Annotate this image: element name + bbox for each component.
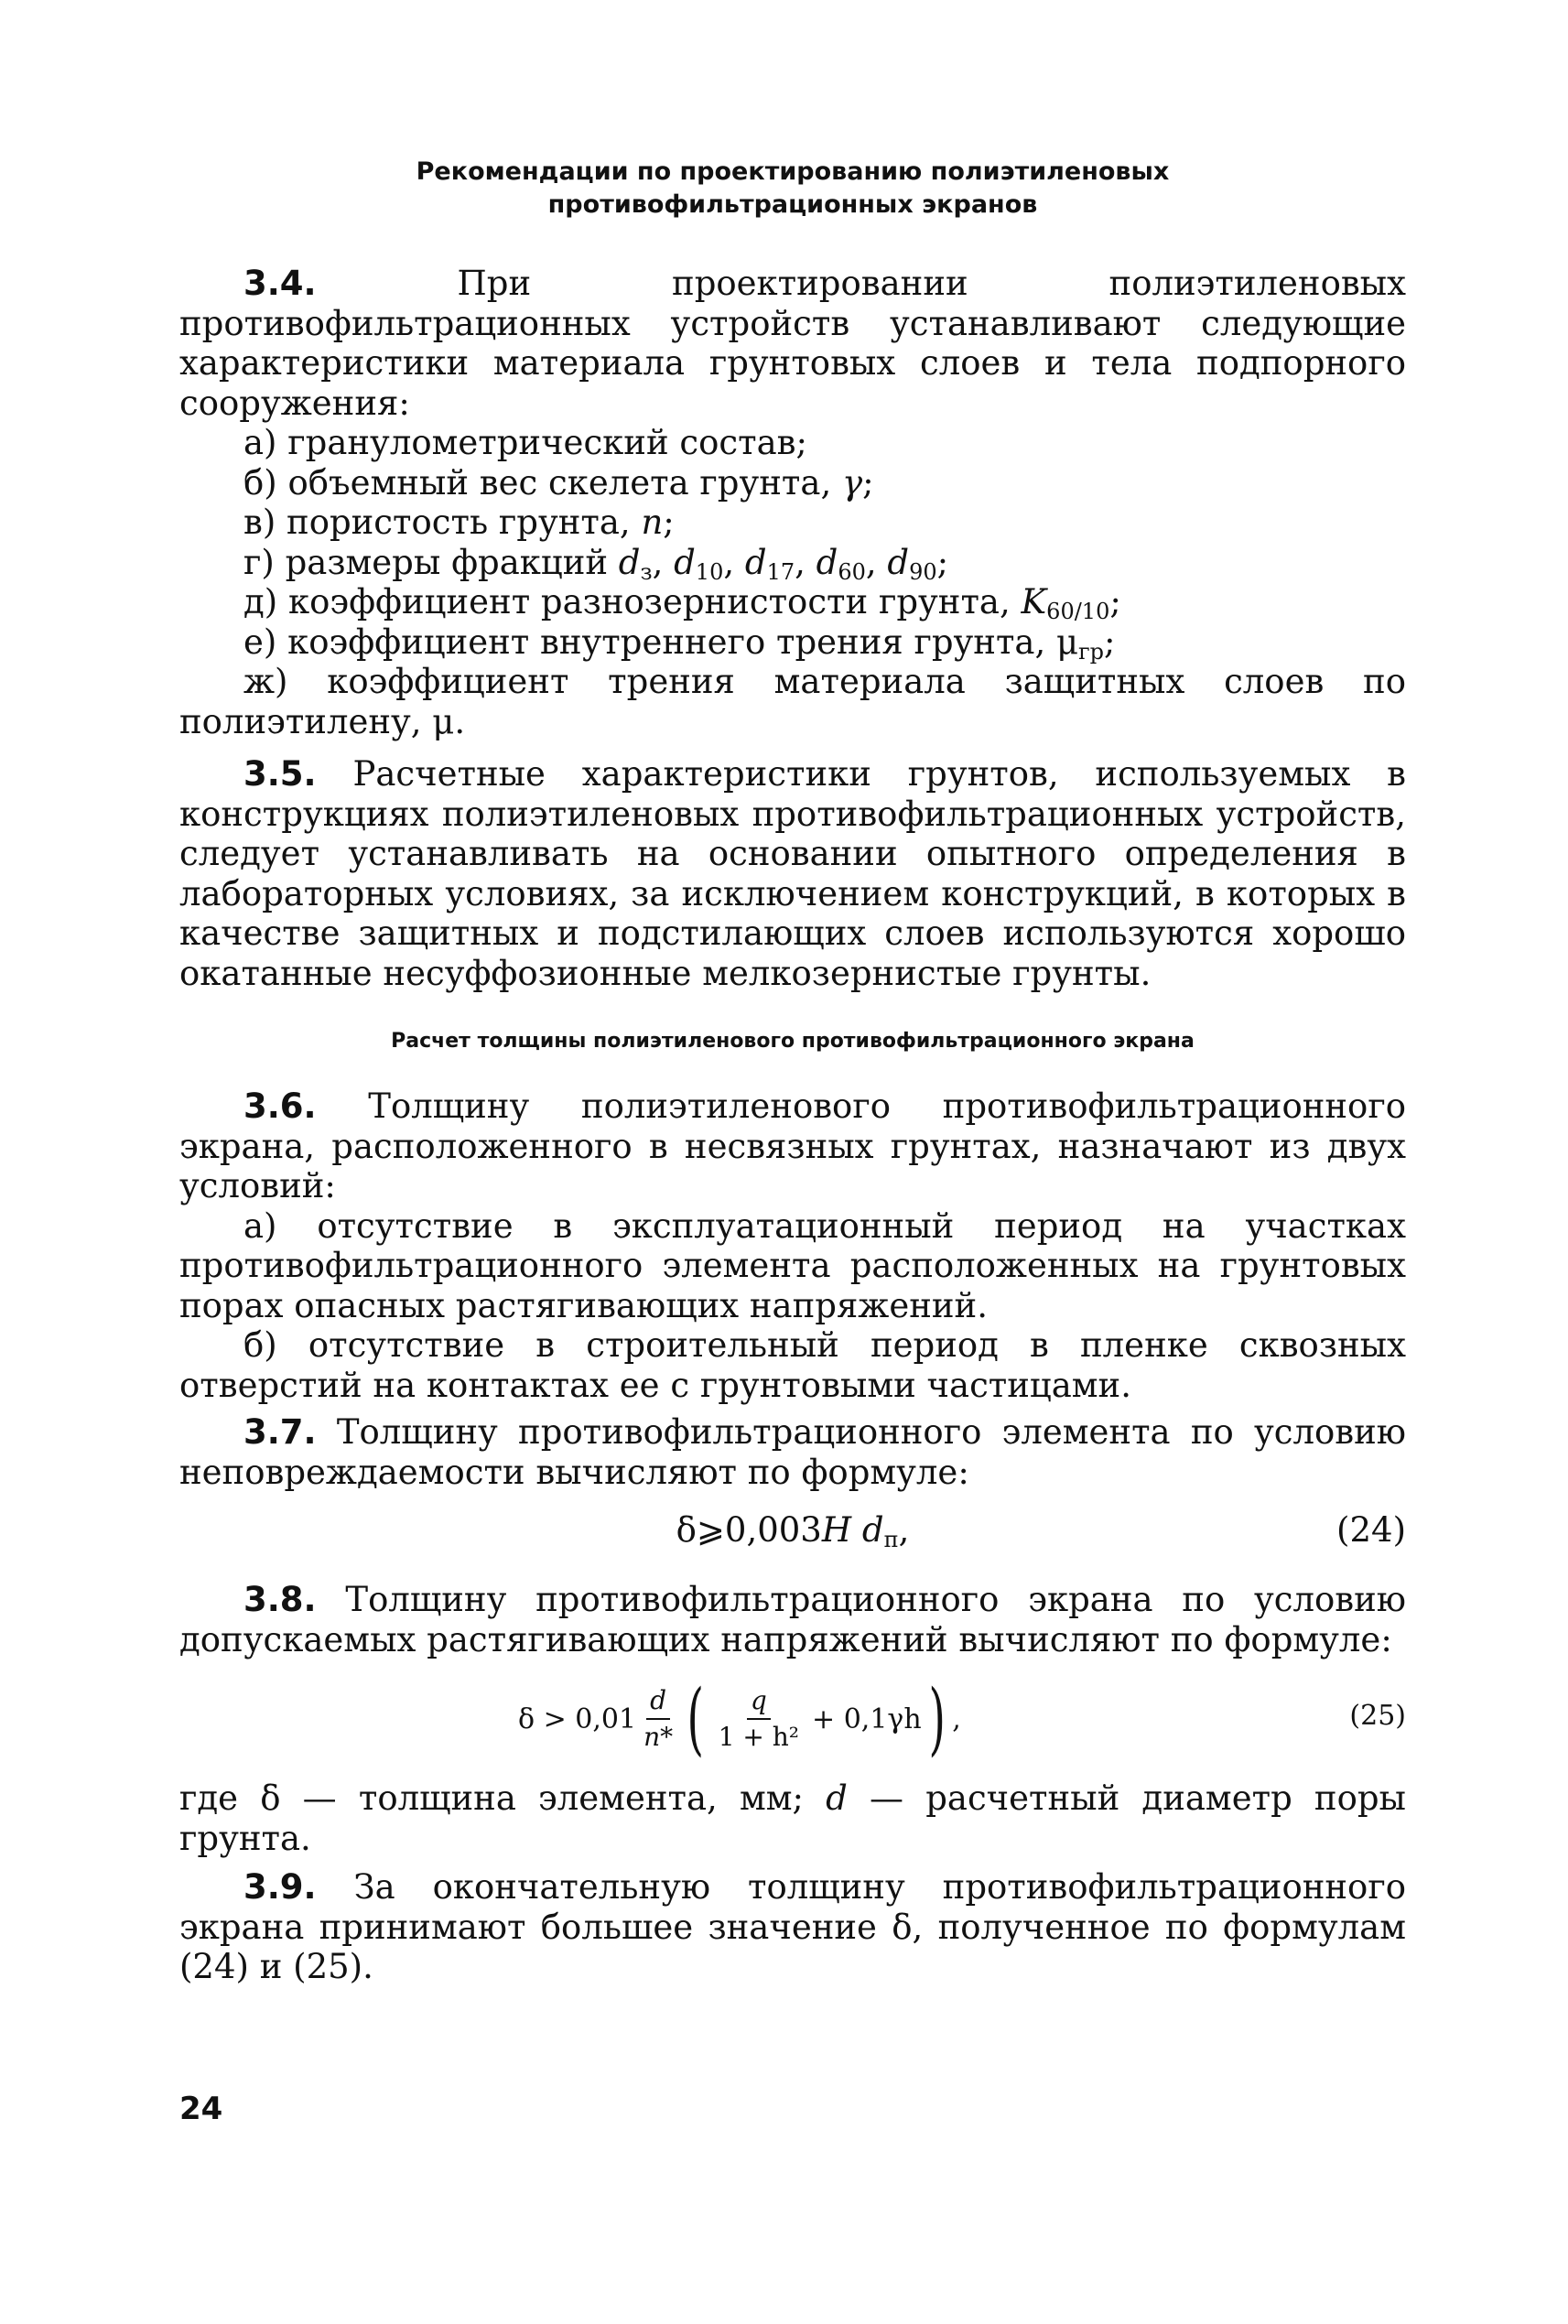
clause-number: 3.5.: [243, 754, 317, 794]
symbol: d: [887, 542, 910, 582]
paragraph-3-7: [179, 1412, 1406, 1492]
subscript: 17: [766, 558, 795, 585]
formula-lhs: δ⩾0,003: [676, 1510, 822, 1550]
symbol: d: [618, 542, 641, 582]
equation-number: (24): [1336, 1510, 1406, 1550]
list-item-text: г) размеры фракций: [243, 542, 619, 582]
fraction-denominator: n*: [643, 1722, 674, 1752]
fraction-numerator: d: [646, 1685, 670, 1720]
fraction-d-over-n: [640, 1685, 676, 1753]
paragraph-text: Толщину полиэтиленового противофильтрационного экрана, расположенного в несвязных грунтах, назначают из двух условий:: [179, 1086, 1406, 1205]
paragraph-3-6: [179, 1086, 1406, 1206]
paragraph-3-5: [179, 754, 1406, 993]
subscript: 10: [695, 558, 724, 585]
section-heading-line2: противофильтрационных экранов: [547, 190, 1038, 219]
punct: ;: [1109, 582, 1121, 622]
punct: ,: [795, 542, 816, 582]
formula-term: + 0,1γh: [812, 1702, 922, 1735]
list-item-text: а) отсутствие в эксплуатационный период на участках противофильтрационного элемента расположенных на грунтовых порах опасных растягивающих напряжений.: [179, 1205, 1406, 1325]
paragraph-text: Расчетные характеристики грунтов, используемых в конструкциях полиэтиленовых противофильтрационных устройств, следует устанавливать на основании опытного определения в лабораторных условиях, за исключением конструкций, в которых в качестве защитных и подстилающих слоев используются хорошо окатанные несуффозионные мелкозернистые грунты.: [179, 754, 1406, 993]
subscript: 60/10: [1046, 599, 1110, 624]
list-item: [179, 543, 1406, 583]
list-item: [179, 1325, 1406, 1405]
punct: ;: [936, 542, 949, 582]
paragraph-text: Толщину противофильтрационного элемента по условию неповреждаемости вычисляют по формуле:: [179, 1412, 1406, 1492]
section-heading-line1: Рекомендации по проектированию полиэтиленовых: [416, 157, 1170, 186]
list-item: [179, 503, 1406, 543]
symbol: H: [821, 1510, 852, 1550]
clause-number: 3.7.: [243, 1412, 317, 1452]
formula-24-expression: [179, 1510, 1406, 1550]
page-content: [179, 156, 1406, 1987]
fraction-denominator: 1 + h²: [718, 1722, 800, 1752]
list-item: [179, 662, 1406, 741]
punct: ;: [663, 503, 675, 542]
section-heading: [179, 156, 1406, 222]
punct: ,: [652, 542, 675, 582]
clause-number: 3.4.: [243, 264, 317, 303]
list-item: [179, 582, 1406, 622]
list-item: [179, 423, 1406, 463]
list-item-text: ж) коэффициент трения материала защитных слоев по полиэтилену, μ.: [179, 662, 1406, 741]
symbol: d: [744, 542, 767, 582]
equation-number: (25): [1349, 1700, 1406, 1732]
paragraph-text: Толщину противофильтрационного экрана по условию допускаемых растягивающих напряжений вычисляют по формуле:: [179, 1580, 1406, 1659]
fraction-q-over-1-plus-h2: [715, 1685, 803, 1753]
symbol: μ: [1056, 622, 1079, 662]
paragraph-text: При проектировании полиэтиленовых противофильтрационных устройств устанавливают следующие характеристики материала грунтовых слоев и тела подпорного сооружения:: [179, 264, 1406, 423]
subscript: 60: [838, 558, 866, 585]
clause-number: 3.8.: [243, 1580, 317, 1619]
symbol: d: [674, 542, 696, 582]
punct: ,: [723, 542, 745, 582]
clause-number: 3.6.: [243, 1086, 317, 1126]
list-item-text: е) коэффициент внутреннего трения грунта,: [243, 622, 1057, 662]
paragraph-3-9: [179, 1867, 1406, 1987]
punct: ,: [952, 1702, 961, 1735]
subscript: з: [640, 558, 653, 585]
left-paren: (: [687, 1673, 705, 1765]
symbol: γ: [841, 462, 863, 503]
subscript: 90: [909, 558, 937, 585]
list-item-text: в) пористость грунта,: [243, 503, 642, 542]
list-item: [179, 463, 1406, 503]
explanation-text: — расчетный диаметр поры грунта.: [179, 1778, 1407, 1858]
list-item: [179, 1206, 1406, 1326]
page-number: 24: [179, 2091, 223, 2127]
formula-lhs: δ > 0,01: [518, 1702, 637, 1735]
list-item-text: б) объемный вес скелета грунта,: [243, 462, 842, 503]
list-item-text: д) коэффициент разнозернистости грунта,: [243, 582, 1022, 622]
symbol: K: [1021, 582, 1047, 622]
paragraph-3-8: [179, 1580, 1406, 1659]
right-paren: ): [928, 1673, 946, 1765]
fraction-numerator: q: [747, 1685, 771, 1720]
punct: ,: [865, 542, 888, 582]
symbol: n: [641, 503, 664, 542]
subscript: п: [883, 1527, 899, 1552]
paragraph-3-4: [179, 264, 1406, 423]
list-item: [179, 622, 1406, 663]
punct: ,: [898, 1510, 910, 1550]
list-item-text: а) гранулометрический состав;: [243, 423, 807, 462]
symbol: d: [861, 1510, 884, 1550]
formula-24: [179, 1503, 1406, 1558]
punct: ;: [862, 462, 874, 503]
paragraph-text: За окончательную толщину противофильтрационного экрана принимают большее значение δ, полученное по формулам (24) и (25).: [179, 1867, 1406, 1986]
clause-number: 3.9.: [243, 1867, 317, 1907]
formula-25-expression: [518, 1669, 961, 1769]
subscript: гр: [1078, 638, 1105, 665]
explanation-text: где δ — толщина элемента, мм;: [179, 1778, 827, 1818]
subsection-heading: Расчет толщины полиэтиленового противофильтрационного экрана: [391, 1030, 1195, 1053]
formula-25: [179, 1659, 1406, 1778]
list-item-text: б) отсутствие в строительный период в пленке сквозных отверстий на контактах ее с грунтовыми частицами.: [179, 1325, 1406, 1405]
symbol: d: [826, 1778, 848, 1818]
formula-explanation: [179, 1778, 1406, 1858]
punct: ;: [1104, 622, 1116, 662]
symbol: d: [816, 542, 838, 582]
